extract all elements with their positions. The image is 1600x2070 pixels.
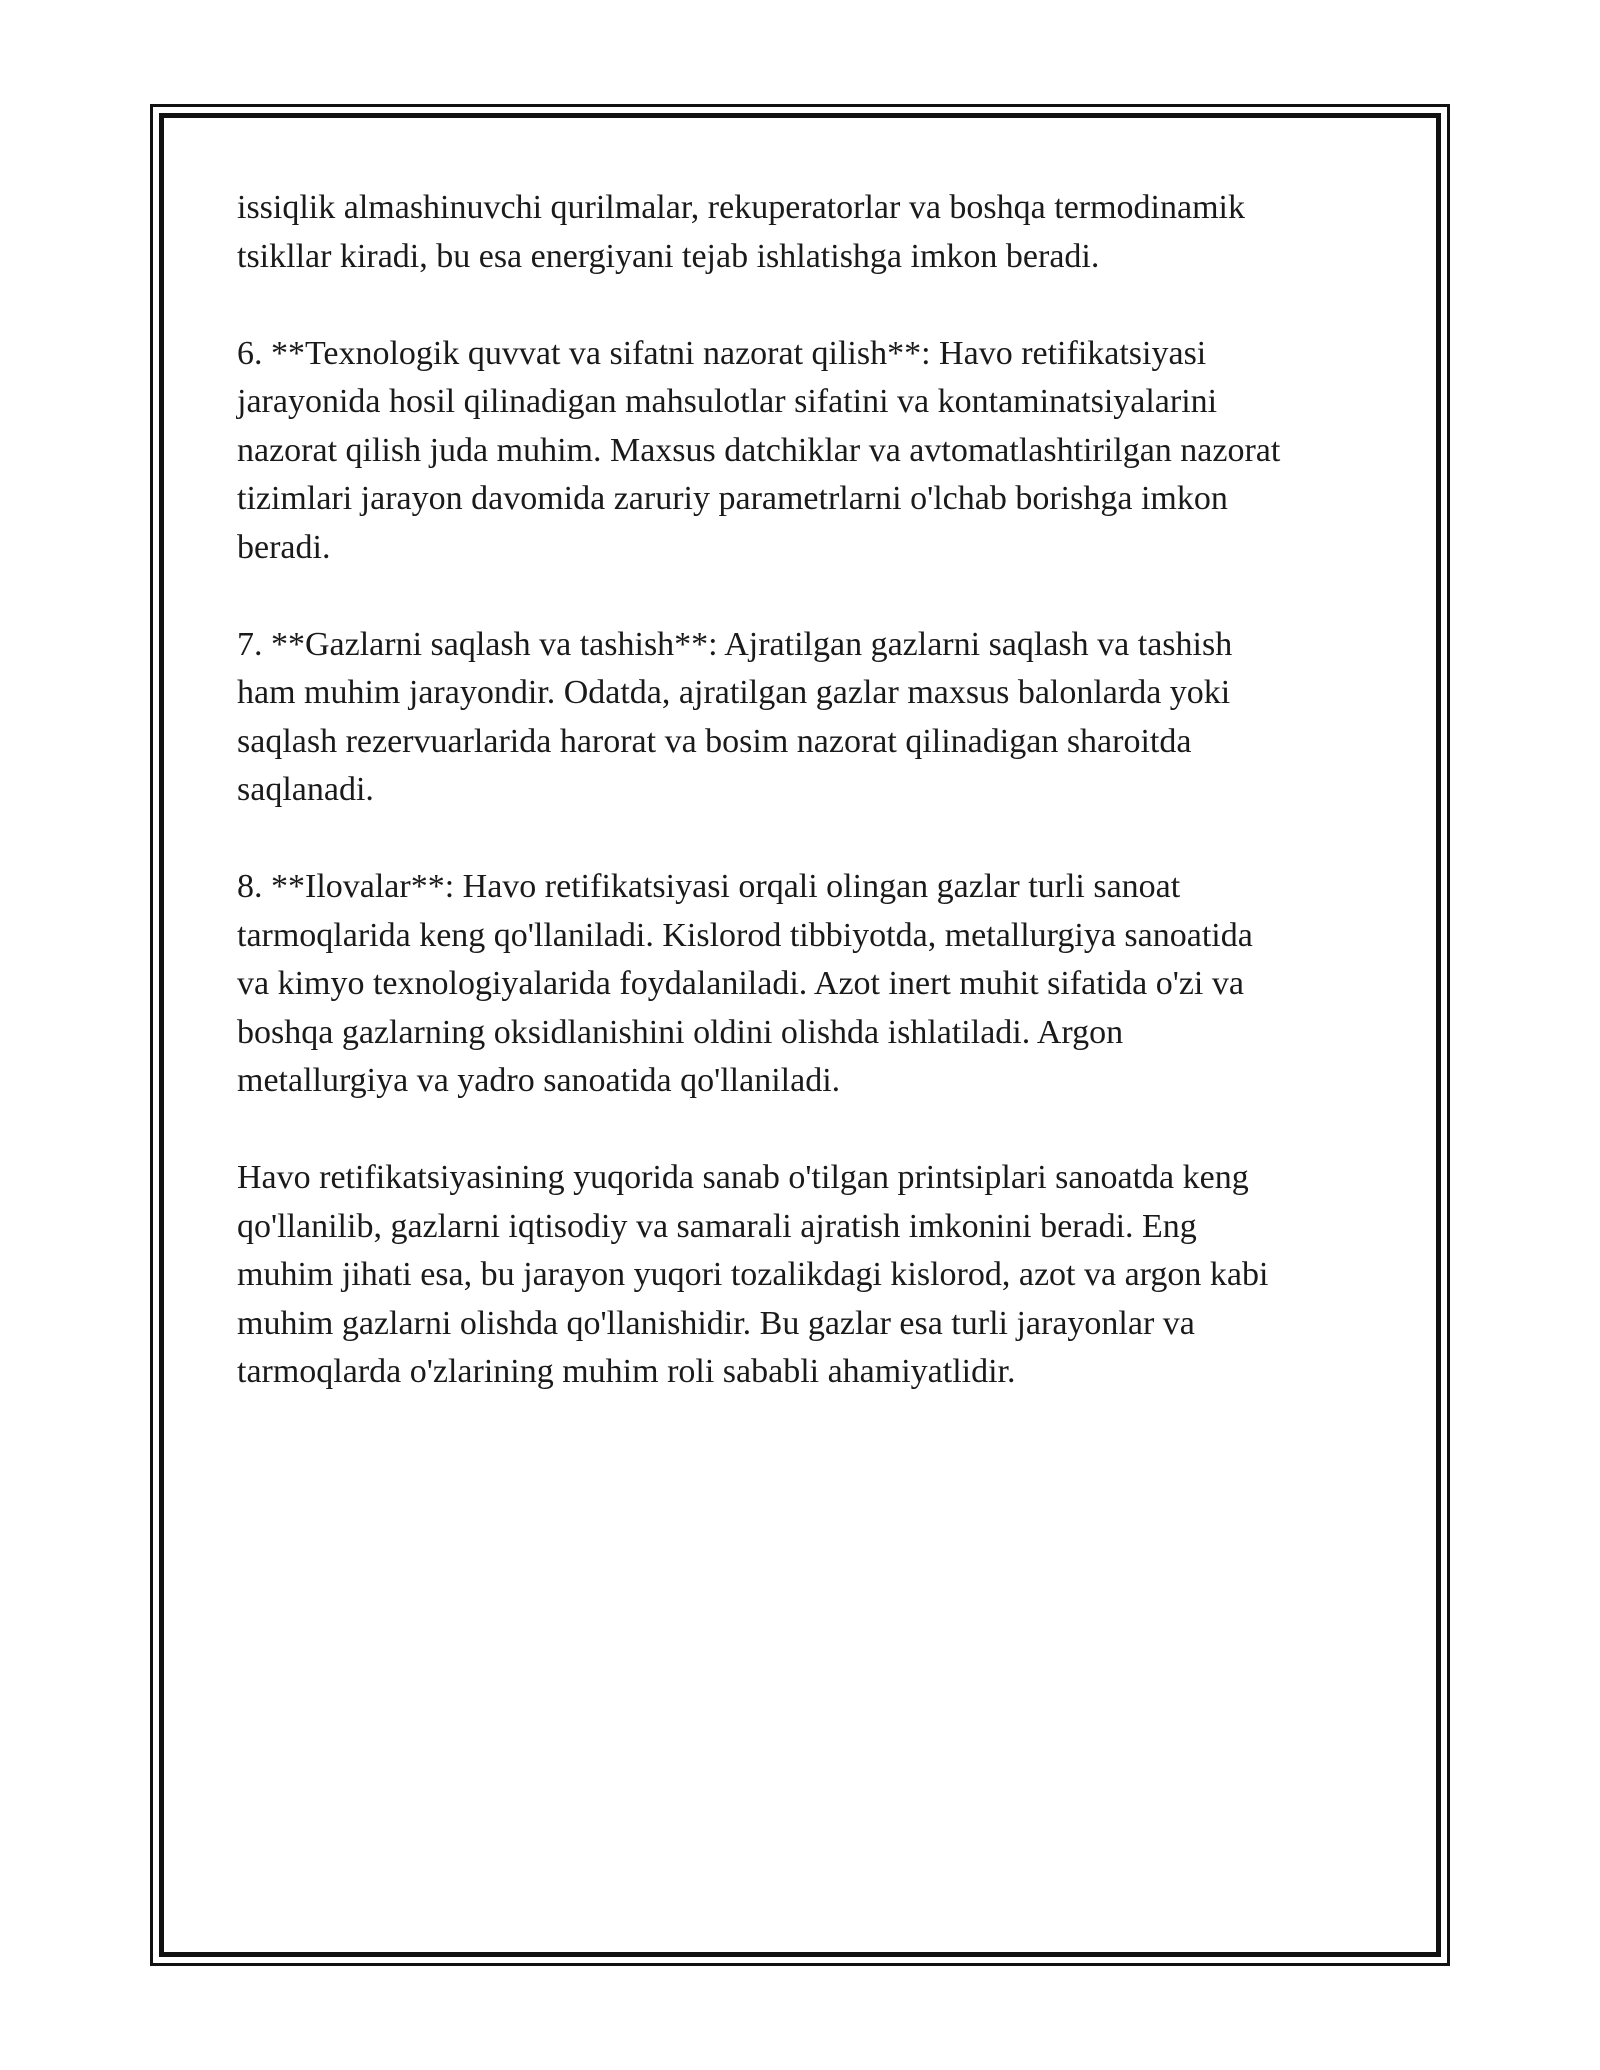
text-line: ham muhim jarayondir. Odatda, ajratilgan gazlar maxsus balonlarda yoki: [237, 674, 1231, 711]
text-line: metallurgiya va yadro sanoatida qo'llaniladi.: [237, 1062, 841, 1099]
text-line: muhim gazlarni olishda qo'llanishidir. Bu gazlar esa turli jarayonlar va: [237, 1304, 1195, 1342]
text-line: 6. **Texnologik quvvat va sifatni nazorat qilish**: Havo retifikatsiyasi: [237, 334, 1207, 372]
text-line: Havo retifikatsiyasining yuqorida sanab o'tilgan printsiplari sanoatda keng: [237, 1159, 1249, 1196]
paragraph-item-6: [237, 330, 1377, 573]
text-line: boshqa gazlarning oksidlanishini oldini olishda ishlatiladi. Argon: [237, 1013, 1124, 1051]
text-line: 7. **Gazlarni saqlash va tashish**: Ajratilgan gazlarni saqlash va tashish: [237, 625, 1233, 663]
text-line: qo'llanilib, gazlarni iqtisodiy va samarali ajratish imkonini beradi. Eng: [237, 1207, 1197, 1245]
text-line: nazorat qilish juda muhim. Maxsus datchiklar va avtomatlashtirilgan nazorat: [237, 431, 1281, 469]
text-line: tizimlari jarayon davomida zaruriy parametrlarni o'lchab borishga imkon: [237, 480, 1228, 517]
text-line: tarmoqlarda o'zlarining muhim roli sababli ahamiyatlidir.: [237, 1353, 1016, 1390]
document-body: [237, 184, 1377, 1445]
text-line: jarayonida hosil qilinadigan mahsulotlar sifatini va kontaminatsiyalarini: [237, 383, 1218, 420]
text-line: muhim jihati esa, bu jarayon yuqori tozalikdagi kislorod, azot va argon kabi: [237, 1256, 1269, 1293]
paragraph-continuation: [237, 184, 1377, 281]
paragraph-conclusion: [237, 1154, 1377, 1397]
text-line: 8. **Ilovalar**: Havo retifikatsiyasi orqali olingan gazlar turli sanoat: [237, 868, 1181, 905]
text-line: issiqlik almashinuvchi qurilmalar, rekuperatorlar va boshqa termodinamik: [237, 189, 1245, 226]
text-line: saqlash rezervuarlarida harorat va bosim nazorat qilinadigan sharoitda: [237, 722, 1192, 760]
text-line: beradi.: [237, 528, 331, 566]
text-line: saqlanadi.: [237, 771, 374, 808]
paragraph-item-7: [237, 621, 1377, 815]
text-line: tarmoqlarida keng qo'llaniladi. Kislorod tibbiyotda, metallurgiya sanoatida: [237, 916, 1253, 954]
paragraph-item-8: [237, 863, 1377, 1106]
text-line: tsikllar kiradi, bu esa energiyani tejab ishlatishga imkon beradi.: [237, 237, 1100, 275]
text-line: va kimyo texnologiyalarida foydalaniladi. Azot inert muhit sifatida o'zi va: [237, 965, 1244, 1002]
